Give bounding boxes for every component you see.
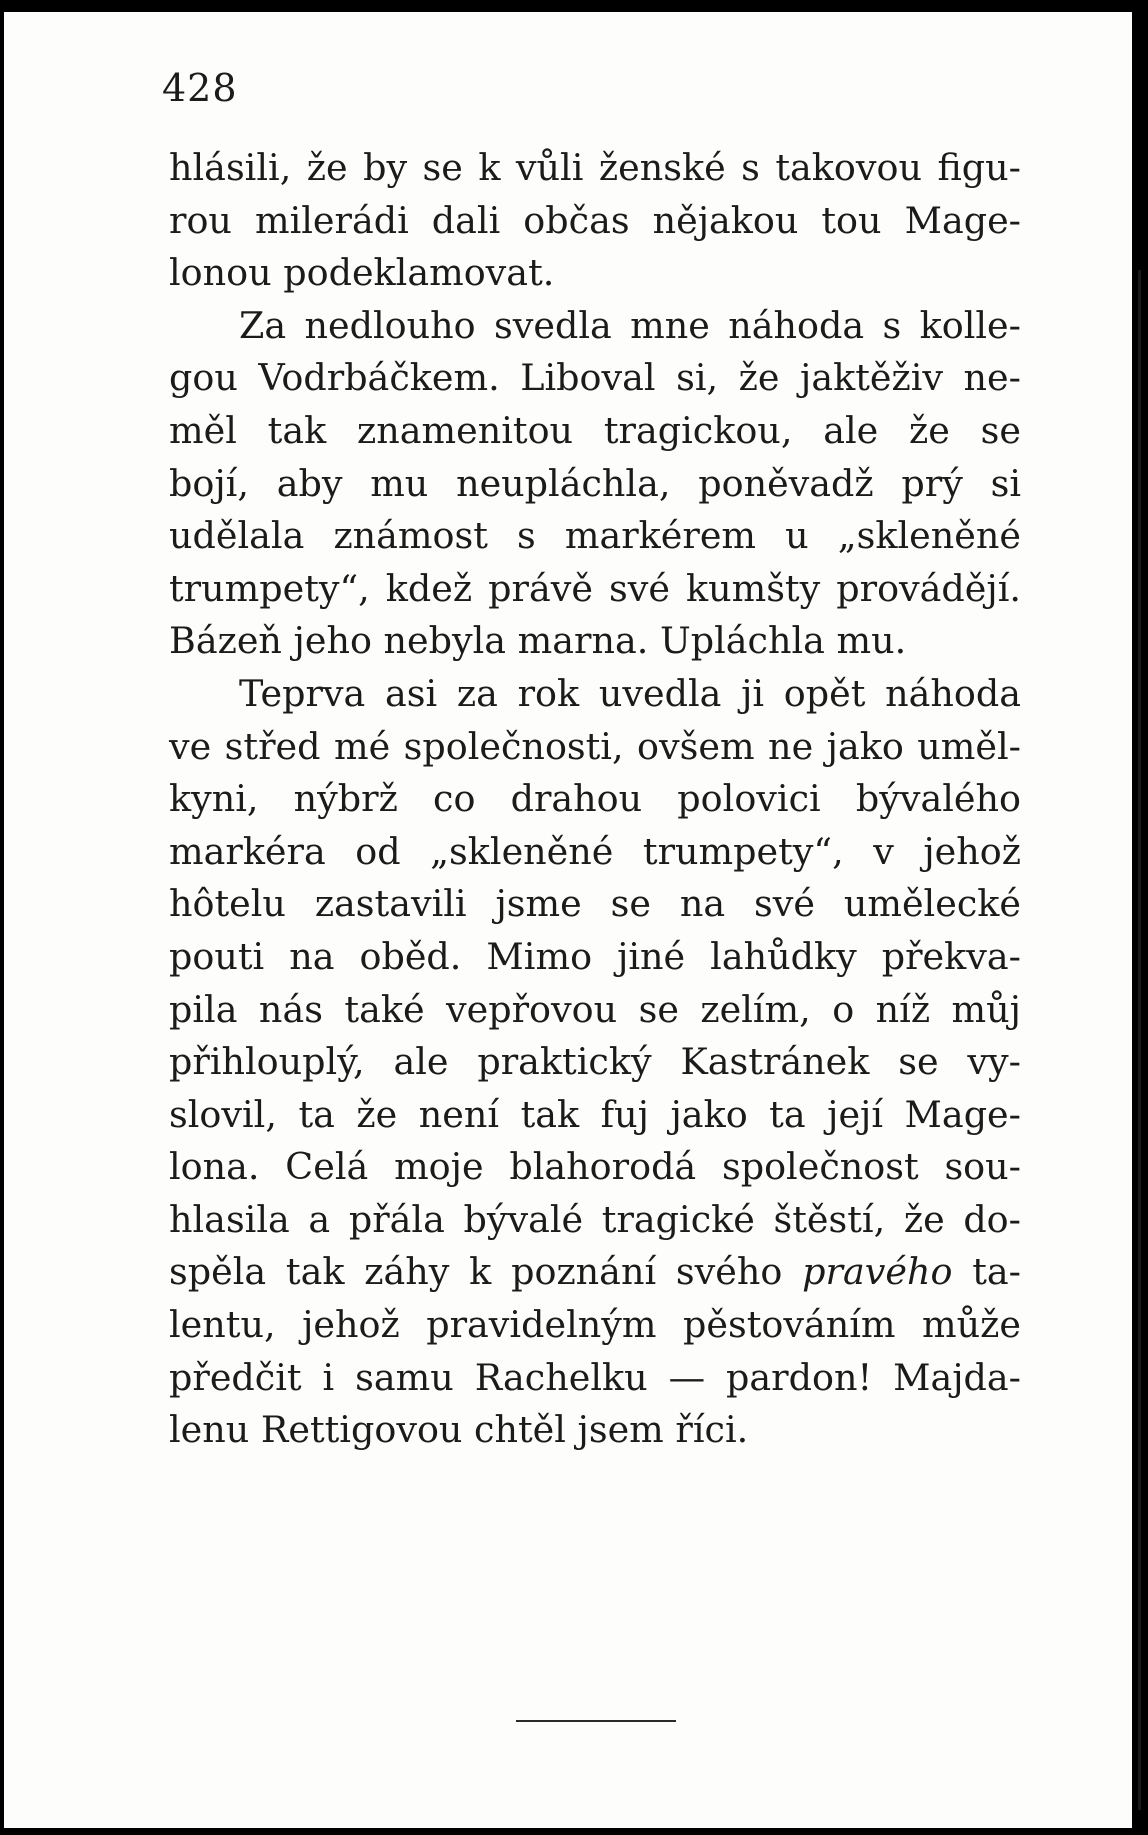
text-line-part: ta-	[952, 1250, 1021, 1294]
text-line	[169, 1246, 1021, 1299]
text-line: pouti na oběd. Mimo jiné lahůdky překva-	[169, 934, 1021, 978]
end-rule	[516, 1720, 676, 1722]
text-line: Za nedlouho svedla mne náhoda s kolle-	[239, 303, 1021, 347]
page-text	[169, 142, 1021, 1457]
text-line: přihlouplý, ale praktický Kastránek se vy-	[169, 1040, 1021, 1084]
book-page	[4, 12, 1132, 1828]
text-line: měl tak znamenitou tragickou, ale že se	[169, 408, 1021, 452]
text-line: hlasila a přála bývalé tragické štěstí, že do-	[169, 1197, 1021, 1241]
text-line: kyni, nýbrž co drahou polovici bývalého	[169, 777, 1021, 821]
text-line: pila nás také vepřovou se zelím, o níž můj	[169, 987, 1021, 1031]
text-line: lonou podeklamovat.	[169, 251, 555, 295]
text-line: hlásili, že by se k vůli ženské s takovou figu-	[169, 146, 1021, 189]
text-line: lona. Celá moje blahorodá společnost sou-	[169, 1145, 1021, 1189]
text-line: gou Vodrbáčkem. Liboval si, že jaktěživ ne-	[169, 356, 1021, 400]
emphasized-word: pravého	[802, 1250, 953, 1294]
page-number: 428	[162, 66, 238, 110]
text-line: lentu, jehož pravidelným pěstováním může	[169, 1303, 1021, 1347]
text-line: trumpety“, kdež právě své kumšty provádějí.	[169, 566, 1021, 610]
text-line: Teprva asi za rok uvedla ji opět náhoda	[239, 671, 1021, 715]
text-line: slovil, ta že není tak fuj jako ta její Mage-	[169, 1092, 1021, 1136]
text-line: hôtelu zastavili jsme se na své umělecké	[169, 882, 1021, 926]
text-line: Bázeň jeho nebyla marna. Upláchla mu.	[169, 619, 907, 663]
text-line-part: spěla tak záhy k poznání svého	[169, 1250, 803, 1294]
text-line: udělala známost s markérem u „skleněné	[169, 514, 1021, 558]
text-line: předčit i samu Rachelku — pardon! Majda-	[169, 1355, 1021, 1399]
text-line: ve střed mé společnosti, ovšem ne jako uměl-	[169, 724, 1021, 768]
page-edge-line	[1138, 270, 1141, 1810]
text-line: rou milerádi dali občas nějakou tou Mage-	[169, 198, 1021, 242]
text-line: lenu Rettigovou chtěl jsem říci.	[169, 1408, 749, 1452]
text-line: markéra od „skleněné trumpety“, v jehož	[169, 829, 1021, 873]
text-line: bojí, aby mu neupláchla, poněvadž prý si	[169, 461, 1021, 505]
